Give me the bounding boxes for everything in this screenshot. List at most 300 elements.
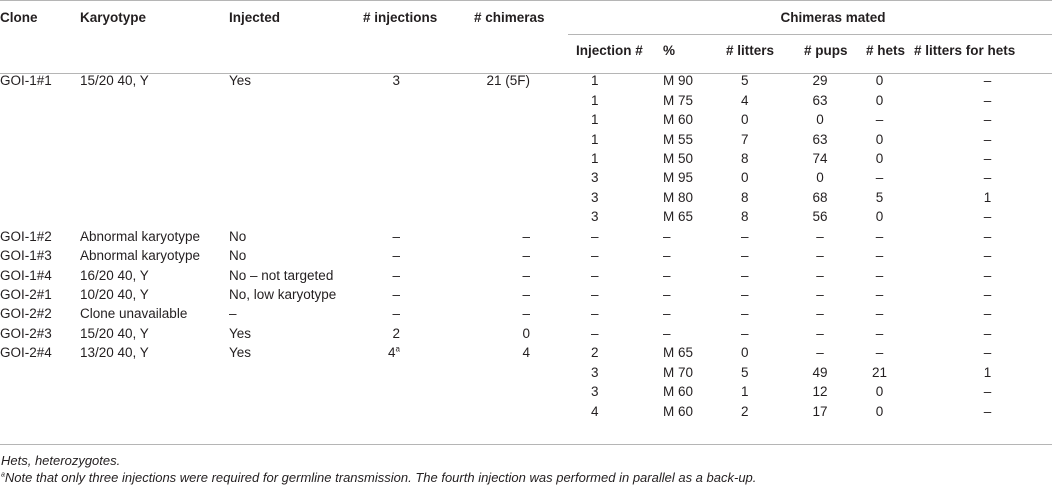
cell-litters-for-hets-text: –: [983, 131, 992, 147]
cell-clone: [0, 110, 80, 129]
cell-karyotype: [80, 265, 229, 284]
cell-percent: [656, 382, 718, 401]
cell-litters-for-hets-text: 1: [983, 364, 992, 380]
cell-hets-text: –: [875, 267, 884, 283]
cell-injected: [229, 66, 354, 90]
cell-chimeras: [456, 343, 568, 362]
cell-karyotype-text: 10/20 40, Y: [80, 287, 149, 303]
cell-injected-text: Yes: [229, 345, 252, 361]
cell-pups-text: 63: [812, 92, 828, 108]
cell-injection-number-text: –: [591, 306, 599, 322]
cell-injection-number: [568, 401, 656, 420]
table-row: [0, 66, 1052, 90]
cell-clone-text: GOI-1#4: [0, 267, 52, 283]
cell-karyotype: [80, 285, 229, 304]
cell-litters-for-hets: [907, 265, 1052, 284]
cell-litters-for-hets: [907, 324, 1052, 343]
cell-injected: [229, 227, 354, 246]
cell-hets: [852, 324, 907, 343]
cell-clone-text: GOI-1#2: [0, 228, 52, 244]
cell-pups: [788, 343, 852, 362]
cell-injection-number-text: 3: [591, 209, 599, 225]
cell-litters: [718, 66, 788, 90]
cell-percent: [656, 110, 718, 129]
cell-percent-text: –: [663, 325, 671, 341]
cell-hets: [852, 227, 907, 246]
cell-pups: [788, 246, 852, 265]
cell-percent: [656, 285, 718, 304]
cell-karyotype: [80, 363, 229, 382]
cell-injected: [229, 324, 354, 343]
cell-percent-text: M 95: [663, 170, 694, 186]
cell-injections: [354, 304, 456, 323]
cell-litters-text: 2: [741, 403, 749, 419]
cell-pups-text: –: [816, 345, 824, 361]
cell-litters-for-hets-text: –: [983, 92, 992, 108]
cell-chimeras: [456, 382, 568, 401]
cell-pups: [788, 382, 852, 401]
cell-injected-text: No: [229, 228, 247, 244]
cell-injected: [229, 129, 354, 148]
cell-pups: [788, 168, 852, 187]
cell-injection-number-text: 2: [591, 345, 599, 361]
cell-litters: [718, 401, 788, 420]
cell-pups-text: –: [816, 306, 824, 322]
cell-percent: [656, 90, 718, 109]
cell-percent: [656, 227, 718, 246]
cell-karyotype: [80, 401, 229, 420]
cell-litters-for-hets: [907, 227, 1052, 246]
cell-karyotype-text: 15/20 40, Y: [80, 73, 149, 89]
cell-injected-text: Yes: [229, 325, 252, 341]
cell-litters-for-hets: [907, 149, 1052, 168]
cell-chimeras: [456, 285, 568, 304]
cell-injection-number: [568, 168, 656, 187]
cell-clone: [0, 227, 80, 246]
cell-injected: [229, 285, 354, 304]
cell-injection-number-text: –: [591, 287, 599, 303]
cell-chimeras: [456, 265, 568, 284]
table-row: [0, 246, 1052, 265]
cell-percent: [656, 265, 718, 284]
cell-hets: [852, 304, 907, 323]
cell-injection-number-text: 1: [591, 112, 599, 128]
cell-injections: [354, 363, 456, 382]
cell-hets-text: 5: [875, 189, 884, 205]
col-header-karyotype: Karyotype: [80, 10, 147, 25]
cell-percent: [656, 324, 718, 343]
cell-clone: [0, 285, 80, 304]
cell-karyotype-text: 16/20 40, Y: [80, 267, 149, 283]
cell-litters: [718, 285, 788, 304]
cell-percent: [656, 304, 718, 323]
cell-litters-for-hets-text: –: [983, 112, 992, 128]
cell-injected: [229, 149, 354, 168]
cell-litters: [718, 149, 788, 168]
cell-injected-text: No, low karyotype: [229, 287, 337, 303]
cell-pups: [788, 401, 852, 420]
cell-pups: [788, 207, 852, 226]
cell-litters: [718, 227, 788, 246]
cell-pups-text: 68: [812, 189, 828, 205]
cell-litters-text: 0: [741, 112, 749, 128]
cell-litters: [718, 324, 788, 343]
cell-hets: [852, 207, 907, 226]
cell-injection-number: [568, 382, 656, 401]
cell-injected: [229, 401, 354, 420]
cell-litters: [718, 207, 788, 226]
cell-clone: [0, 382, 80, 401]
cell-percent-text: M 60: [663, 112, 694, 128]
cell-hets: [852, 265, 907, 284]
cell-litters-for-hets: [907, 90, 1052, 109]
cell-injections: [354, 382, 456, 401]
cell-injections: [354, 246, 456, 265]
cell-pups-text: 56: [812, 209, 828, 225]
cell-litters-text: –: [741, 248, 749, 264]
cell-litters-for-hets-text: –: [983, 403, 992, 419]
table-row: [0, 304, 1052, 323]
cell-litters: [718, 304, 788, 323]
cell-injections: [354, 149, 456, 168]
cell-karyotype-text: Clone unavailable: [80, 306, 188, 322]
cell-injected-text: Yes: [229, 73, 252, 89]
cell-chimeras: [456, 246, 568, 265]
cell-percent: [656, 207, 718, 226]
cell-pups-text: –: [816, 228, 824, 244]
cell-chimeras-text: 0: [522, 325, 530, 341]
cell-chimeras: [456, 66, 568, 90]
cell-percent-text: M 55: [663, 131, 694, 147]
cell-karyotype: [80, 110, 229, 129]
cell-clone: [0, 207, 80, 226]
cell-injection-number: [568, 110, 656, 129]
cell-percent: [656, 66, 718, 90]
cell-injections: [354, 168, 456, 187]
cell-litters-text: 4: [741, 92, 749, 108]
cell-chimeras-text: –: [522, 228, 530, 244]
cell-litters-for-hets-text: –: [983, 228, 992, 244]
cell-clone: [0, 304, 80, 323]
cell-hets: [852, 66, 907, 90]
cell-litters-for-hets-text: –: [983, 209, 992, 225]
cell-hets: [852, 363, 907, 382]
cell-chimeras: [456, 110, 568, 129]
cell-karyotype: [80, 207, 229, 226]
cell-pups: [788, 363, 852, 382]
cell-injection-number-text: 3: [591, 170, 599, 186]
bottom-rule: [0, 444, 1052, 445]
cell-injections: [354, 227, 456, 246]
cell-litters-for-hets-text: –: [983, 345, 992, 361]
cell-hets: [852, 90, 907, 109]
table-row: [0, 168, 1052, 187]
cell-litters-text: 5: [741, 364, 749, 380]
cell-percent-text: M 80: [663, 189, 694, 205]
cell-chimeras: [456, 227, 568, 246]
footnote-marker: a: [1, 471, 5, 479]
cell-pups: [788, 324, 852, 343]
cell-percent: [656, 149, 718, 168]
cell-litters: [718, 168, 788, 187]
cell-injections: [354, 129, 456, 148]
cell-chimeras: [456, 149, 568, 168]
cell-pups-text: –: [816, 267, 824, 283]
cell-clone-text: GOI-1#1: [0, 73, 52, 89]
cell-pups: [788, 227, 852, 246]
cell-pups-text: 74: [812, 150, 828, 166]
cell-chimeras-text: 4: [522, 345, 530, 361]
cell-percent: [656, 363, 718, 382]
table-row: [0, 401, 1052, 420]
cell-clone: [0, 129, 80, 148]
cell-injections: [354, 343, 456, 362]
cell-clone: [0, 401, 80, 420]
cell-hets-text: 21: [871, 364, 888, 380]
cell-percent-text: –: [663, 287, 671, 303]
cell-litters-for-hets-text: –: [983, 287, 992, 303]
cell-litters-for-hets: [907, 304, 1052, 323]
cell-hets-text: –: [875, 248, 884, 264]
cell-hets: [852, 110, 907, 129]
cell-litters-for-hets: [907, 246, 1052, 265]
table-row: [0, 207, 1052, 226]
cell-litters-text: 7: [741, 131, 749, 147]
cell-injection-number-text: 1: [591, 92, 599, 108]
cell-pups-text: 0: [816, 112, 824, 128]
cell-karyotype: [80, 149, 229, 168]
cell-litters-for-hets-text: –: [983, 325, 992, 341]
cell-injections: [354, 66, 456, 90]
cell-litters-for-hets-text: –: [983, 150, 992, 166]
cell-clone: [0, 90, 80, 109]
cell-chimeras: [456, 90, 568, 109]
cell-pups-text: –: [816, 248, 824, 264]
cell-hets: [852, 285, 907, 304]
cell-hets-text: 0: [875, 384, 884, 400]
cell-litters-for-hets: [907, 110, 1052, 129]
cell-hets: [852, 382, 907, 401]
cell-injected-text: No: [229, 248, 247, 264]
col-header-pups: # pups: [804, 42, 848, 58]
cell-clone: [0, 168, 80, 187]
footnote-abbreviation: Hets, heterozygotes.: [1, 453, 121, 468]
cell-chimeras: [456, 324, 568, 343]
col-header-clone: Clone: [0, 10, 38, 25]
cell-injection-number: [568, 188, 656, 207]
cell-injected: [229, 110, 354, 129]
cell-percent-text: M 60: [663, 403, 694, 419]
injections-footnote-marker: a: [395, 344, 400, 354]
cell-injection-number: [568, 363, 656, 382]
cell-clone: [0, 149, 80, 168]
cell-litters-for-hets-text: –: [983, 267, 992, 283]
cell-litters: [718, 188, 788, 207]
cell-hets: [852, 129, 907, 148]
cell-pups-text: 29: [812, 73, 828, 89]
cell-hets-text: 0: [875, 403, 884, 419]
cell-litters-text: –: [741, 228, 749, 244]
cell-karyotype-text: 15/20 40, Y: [80, 325, 149, 341]
cell-pups-text: 63: [812, 131, 828, 147]
cell-injections-text: 2: [392, 325, 400, 341]
cell-litters: [718, 265, 788, 284]
cell-hets-text: –: [875, 345, 884, 361]
table-row: [0, 110, 1052, 129]
table-row: [0, 382, 1052, 401]
cell-litters-text: 5: [741, 73, 749, 89]
cell-litters-for-hets-text: –: [983, 170, 992, 186]
cell-litters-text: 8: [741, 209, 749, 225]
cell-hets-text: –: [875, 325, 884, 341]
cell-percent-text: M 50: [663, 150, 694, 166]
cell-percent-text: –: [663, 248, 671, 264]
cell-litters-text: 8: [741, 189, 749, 205]
footnote-note-text: Note that only three injections were required for germline transmission. The fourth injection was performed in parallel as a back-up.: [4, 470, 757, 485]
cell-litters-text: –: [741, 306, 749, 322]
cell-injected: [229, 246, 354, 265]
cell-karyotype: [80, 227, 229, 246]
cell-injection-number: [568, 66, 656, 90]
cell-hets-text: 0: [875, 73, 884, 89]
cell-clone: [0, 265, 80, 284]
cell-injection-number-text: –: [591, 248, 599, 264]
cell-litters: [718, 129, 788, 148]
cell-karyotype: [80, 188, 229, 207]
cell-clone: [0, 363, 80, 382]
cell-litters-text: 0: [741, 345, 749, 361]
cell-hets: [852, 168, 907, 187]
cell-litters-text: 8: [741, 150, 749, 166]
cell-litters-for-hets: [907, 343, 1052, 362]
col-header-litters-for-hets: # litters for hets: [914, 42, 1016, 58]
cell-litters-for-hets: [907, 188, 1052, 207]
col-header-chimeras: # chimeras: [474, 10, 545, 25]
cell-chimeras-text: –: [522, 306, 530, 322]
cell-clone: [0, 188, 80, 207]
col-header-hets: # hets: [866, 42, 906, 58]
cell-pups: [788, 66, 852, 90]
cell-injection-number-text: –: [591, 228, 599, 244]
cell-injection-number-text: –: [591, 267, 599, 283]
cell-hets: [852, 149, 907, 168]
cell-percent-text: M 75: [663, 92, 694, 108]
cell-injection-number: [568, 285, 656, 304]
cell-injected: [229, 382, 354, 401]
cell-injected: [229, 304, 354, 323]
table-row: [0, 188, 1052, 207]
cell-injected-text: –: [229, 306, 237, 322]
cell-injections-text: –: [392, 248, 400, 264]
cell-hets: [852, 246, 907, 265]
cell-chimeras: [456, 304, 568, 323]
cell-percent: [656, 343, 718, 362]
cell-injections-text: 4: [388, 345, 396, 361]
table-row: [0, 324, 1052, 343]
col-header-injection-number: Injection #: [576, 42, 643, 58]
cell-injections-text: –: [392, 228, 400, 244]
cell-injected: [229, 265, 354, 284]
col-header-litters: # litters: [726, 42, 775, 58]
col-header-chimeras-mated: Chimeras mated: [780, 9, 886, 25]
cell-pups: [788, 129, 852, 148]
cell-injected-text: No – not targeted: [229, 267, 334, 283]
table-row: [0, 149, 1052, 168]
cell-injection-number: [568, 149, 656, 168]
cell-injections: [354, 207, 456, 226]
cell-clone: [0, 246, 80, 265]
cell-pups-text: 17: [812, 403, 828, 419]
table-header: [0, 0, 1052, 66]
table-body: [0, 66, 1052, 421]
cell-chimeras-text: –: [522, 287, 530, 303]
cell-chimeras: [456, 363, 568, 382]
cell-clone-text: GOI-1#3: [0, 248, 52, 264]
cell-chimeras-text: 21 (5F): [486, 73, 530, 89]
cell-injected: [229, 90, 354, 109]
cell-karyotype: [80, 90, 229, 109]
cell-injection-number: [568, 227, 656, 246]
cell-injection-number-text: 3: [591, 189, 599, 205]
cell-percent-text: M 65: [663, 345, 694, 361]
cell-injections: [354, 188, 456, 207]
cell-injected: [229, 188, 354, 207]
cell-hets: [852, 188, 907, 207]
cell-pups: [788, 265, 852, 284]
cell-pups-text: 49: [812, 364, 828, 380]
cell-injections-text: –: [392, 267, 400, 283]
cell-hets-text: –: [875, 170, 884, 186]
cell-litters-for-hets: [907, 401, 1052, 420]
cell-clone-text: GOI-2#4: [0, 345, 52, 361]
cell-percent-text: M 65: [663, 209, 694, 225]
cell-percent: [656, 168, 718, 187]
table-row: [0, 265, 1052, 284]
cell-pups: [788, 90, 852, 109]
cell-pups: [788, 285, 852, 304]
cell-hets-text: 0: [875, 92, 884, 108]
table-row: [0, 285, 1052, 304]
cell-percent-text: –: [663, 267, 671, 283]
cell-injection-number: [568, 246, 656, 265]
cell-litters-for-hets: [907, 66, 1052, 90]
cell-injection-number: [568, 265, 656, 284]
cell-injection-number-text: 1: [591, 73, 599, 89]
cell-litters-for-hets: [907, 382, 1052, 401]
cell-injections: [354, 90, 456, 109]
cell-chimeras-text: –: [522, 248, 530, 264]
cell-litters-text: –: [741, 287, 749, 303]
cell-chimeras: [456, 168, 568, 187]
cell-karyotype: [80, 246, 229, 265]
cell-percent: [656, 188, 718, 207]
cell-litters-text: –: [741, 325, 749, 341]
cell-karyotype: [80, 168, 229, 187]
cell-injection-number-text: 1: [591, 131, 599, 147]
cell-litters-for-hets-text: –: [983, 384, 992, 400]
cell-litters: [718, 343, 788, 362]
col-header-injected: Injected: [229, 10, 281, 25]
cell-karyotype: [80, 382, 229, 401]
cell-litters: [718, 90, 788, 109]
cell-injection-number: [568, 304, 656, 323]
cell-pups: [788, 304, 852, 323]
cell-hets-text: –: [875, 112, 884, 128]
cell-percent-text: M 70: [663, 364, 694, 380]
cell-litters-text: –: [741, 267, 749, 283]
cell-pups: [788, 110, 852, 129]
cell-karyotype-text: Abnormal karyotype: [80, 248, 201, 264]
